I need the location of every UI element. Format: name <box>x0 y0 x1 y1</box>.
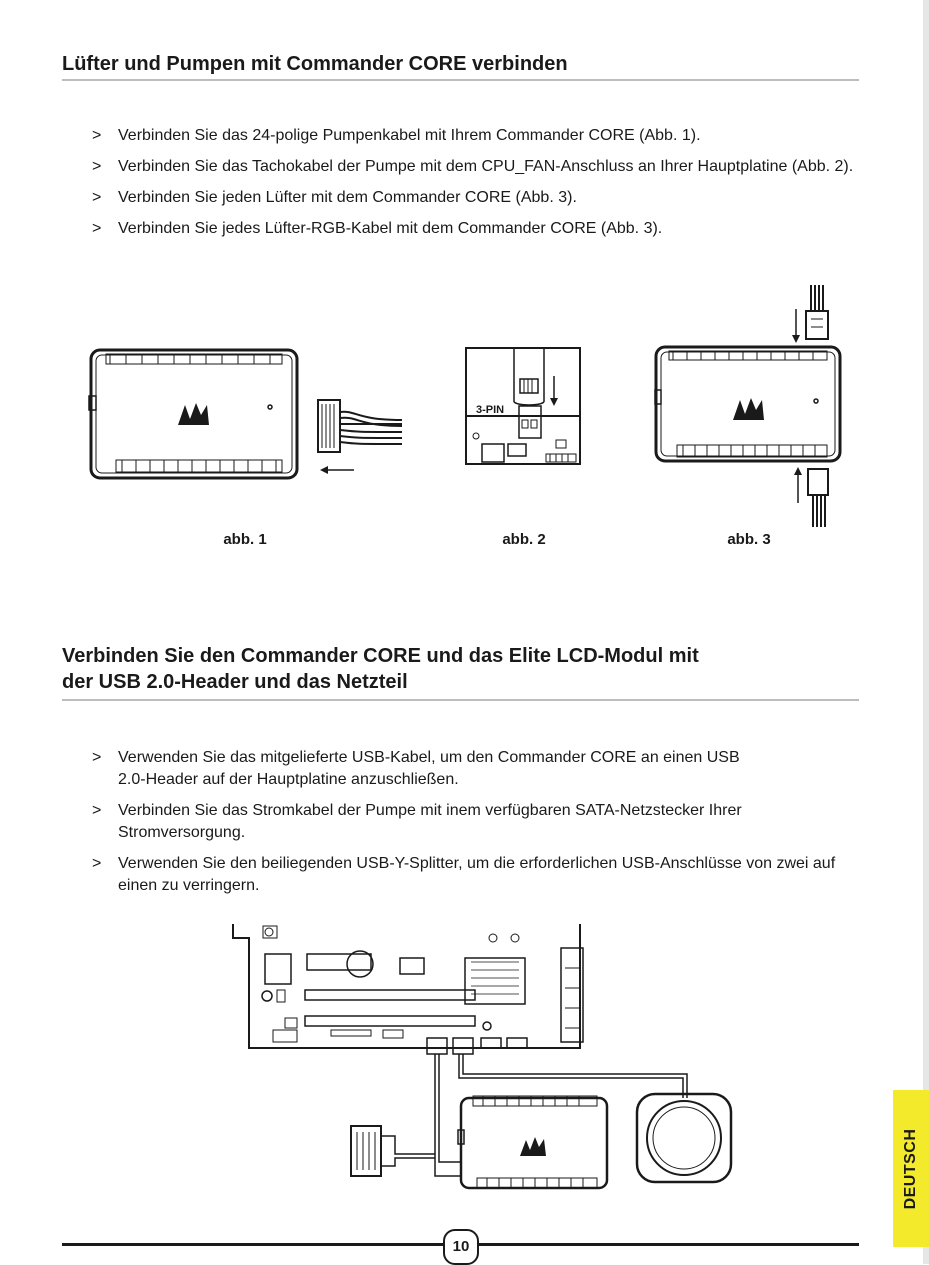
section-1-bullet-list <box>92 125 862 249</box>
bullet-text: Verwenden Sie das mitgelieferte USB-Kabel, um den Commander CORE an einen USB 2.0-Header auf der Hauptplatine anzuschließen. <box>118 749 740 788</box>
section-2-title-line-2: der USB 2.0-Header und das Netzteil <box>62 671 408 693</box>
footer-rule-left <box>62 1243 443 1246</box>
list-item <box>92 853 837 897</box>
bullet-text: Verwenden Sie den beiliegenden USB-Y-Splitter, um die erforderlichen USB-Anschlüsse von zwei auf einen zu verringern. <box>118 855 836 894</box>
figure-3-commander-core-fan-connections <box>653 283 848 533</box>
list-item <box>92 218 862 240</box>
bullet-marker: > <box>92 220 102 237</box>
section-1-rule <box>62 79 859 81</box>
section-2-title <box>62 643 699 695</box>
page-edge-shadow <box>923 0 929 1264</box>
bullet-marker: > <box>92 189 102 206</box>
section-2-rule <box>62 699 859 701</box>
language-tab <box>893 1090 929 1247</box>
usb-power-wiring-diagram <box>225 918 745 1196</box>
section-2-title-line-1: Verbinden Sie den Commander CORE und das Elite LCD-Modul mit <box>62 645 699 667</box>
bullet-text: Verbinden Sie das Stromkabel der Pumpe mit inem verfügbaren SATA-Netzstecker Ihrer Stromversorgung. <box>118 802 742 841</box>
figure-2-caption: abb. 2 <box>502 531 546 548</box>
figure-1-caption: abb. 1 <box>223 531 267 548</box>
bullet-marker: > <box>92 158 102 175</box>
list-item <box>92 747 758 791</box>
bullet-marker: > <box>92 855 102 872</box>
list-item <box>92 800 768 844</box>
bullet-marker: > <box>92 127 102 144</box>
bullet-text: Verbinden Sie das 24-polige Pumpenkabel mit Ihrem Commander CORE (Abb. 1). <box>118 127 701 144</box>
section-1-title: Lüfter und Pumpen mit Commander CORE verbinden <box>62 53 568 75</box>
bullet-text: Verbinden Sie jeden Lüfter mit dem Commander CORE (Abb. 3). <box>118 189 577 206</box>
page-number: 10 <box>443 1229 479 1265</box>
bullet-text: Verbinden Sie jedes Lüfter-RGB-Kabel mit dem Commander CORE (Abb. 3). <box>118 220 663 237</box>
list-item <box>92 125 862 147</box>
list-item <box>92 156 862 178</box>
bullet-text: Verbinden Sie das Tachokabel der Pumpe mit dem CPU_FAN-Anschluss an Ihrer Hauptplatine (Abb. 2). <box>118 158 854 175</box>
figure-2-motherboard-3pin-header <box>464 346 584 468</box>
figure-2-pin-label: 3-PIN <box>476 404 505 416</box>
language-tab-label: DEUTSCH <box>902 1128 919 1209</box>
footer-rule-right <box>478 1243 859 1246</box>
bullet-marker: > <box>92 802 102 819</box>
section-2-bullet-list <box>92 747 837 906</box>
list-item <box>92 187 862 209</box>
figure-3-caption: abb. 3 <box>727 531 771 548</box>
bullet-marker: > <box>92 749 102 766</box>
figure-1-commander-core-pump-cable <box>86 340 416 490</box>
